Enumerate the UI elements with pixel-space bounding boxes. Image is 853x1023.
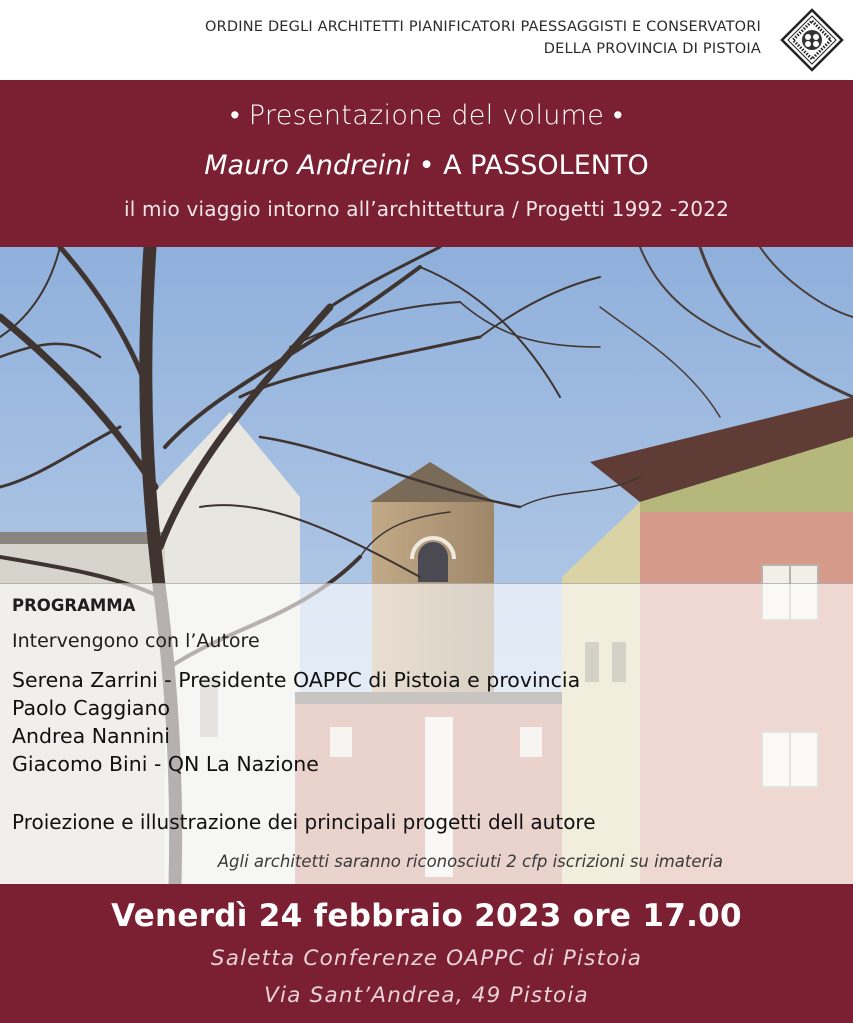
presentation-label: • Presentazione del volume • xyxy=(230,100,623,131)
program-intro: Intervengono con l’Autore xyxy=(12,630,260,652)
event-address: Via Sant’Andrea, 49 Pistoia xyxy=(264,983,589,1008)
speaker-item: Giacomo Bini - QN La Nazione xyxy=(12,752,319,776)
header xyxy=(0,0,853,80)
event-details-banner xyxy=(0,884,853,1023)
speaker-item: Serena Zarrini - Presidente OAPPC di Pistoia e provincia xyxy=(12,668,581,692)
title-separator: • xyxy=(409,150,444,181)
program-heading: PROGRAMMA xyxy=(12,596,136,615)
order-logo-icon xyxy=(780,8,844,72)
speaker-item: Paolo Caggiano xyxy=(12,696,170,720)
book-subtitle: il mio viaggio intorno all’archittettura / Progetti 1992 -2022 xyxy=(123,197,730,221)
cfp-note: Agli architetti saranno riconosciuti 2 cfp iscrizioni su imateria xyxy=(217,852,723,871)
author-name: Mauro Andreini xyxy=(204,150,410,181)
book-title-line xyxy=(0,150,853,181)
title-banner xyxy=(0,80,853,247)
book-title: A PASSOLENTO xyxy=(443,150,649,181)
speaker-item: Andrea Nannini xyxy=(12,724,170,748)
org-name-line-2: DELLA PROVINCIA DI PISTOIA xyxy=(543,41,761,57)
event-date-time: Venerdì 24 febbraio 2023 ore 17.00 xyxy=(111,898,742,934)
event-venue: Saletta Conferenze OAPPC di Pistoia xyxy=(210,946,643,971)
org-name-line-1: ORDINE DEGLI ARCHITETTI PIANIFICATORI PAESSAGGISTI E CONSERVATORI xyxy=(205,19,761,35)
projection-description: Proiezione e illustrazione dei principali progetti dell autore xyxy=(12,810,596,834)
program-panel xyxy=(0,583,853,885)
